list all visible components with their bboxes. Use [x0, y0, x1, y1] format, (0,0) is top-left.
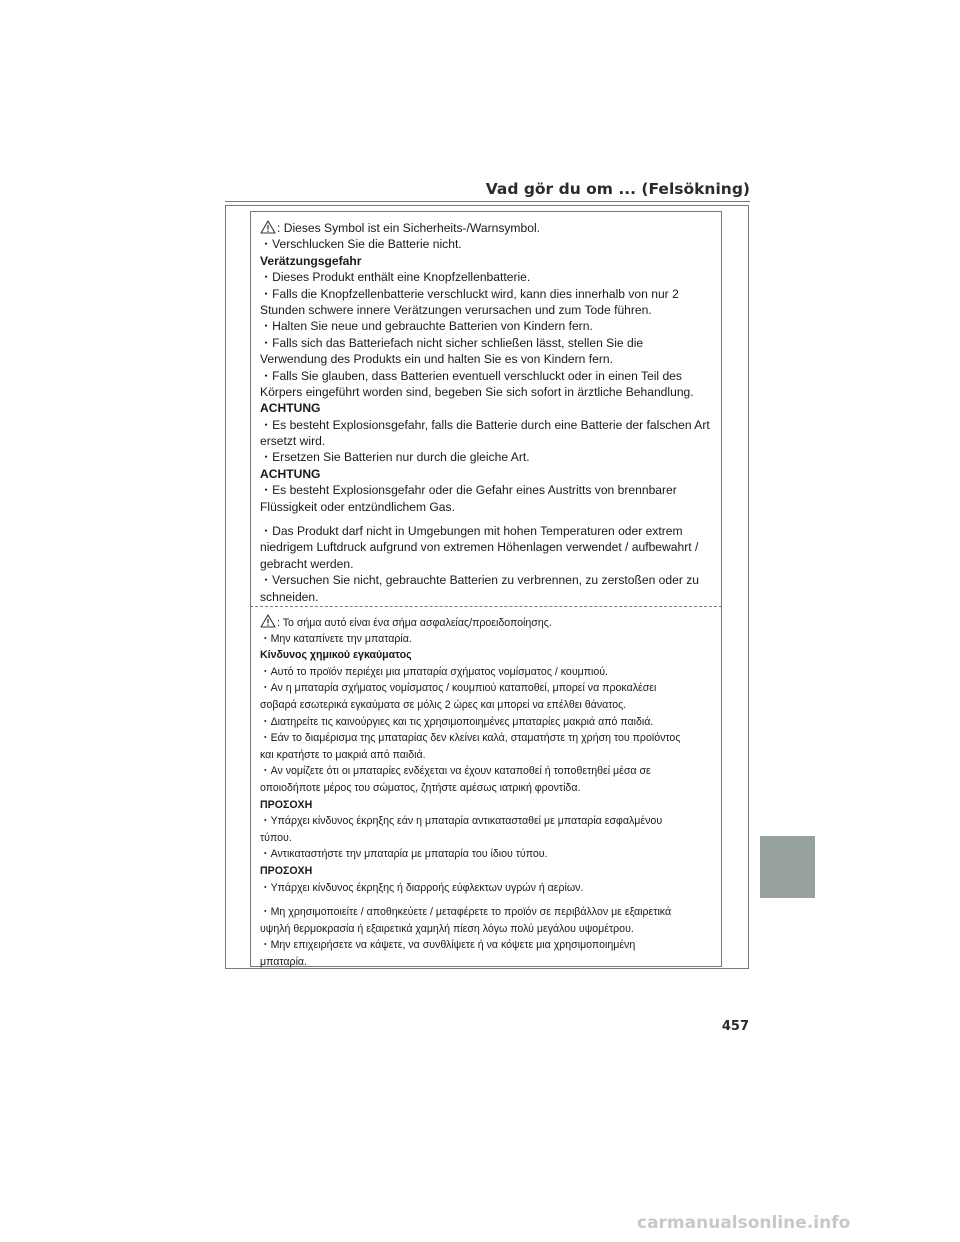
- warning-triangle-icon: [260, 220, 276, 234]
- german-line: ・Versuchen Sie nicht, gebrauchte Batterien zu verbrennen, zu zerstoßen oder zu: [260, 573, 699, 588]
- german-symbol-line: [260, 220, 715, 236]
- german-lines: [260, 220, 715, 605]
- greek-line: ・Υπάρχει κίνδυνος έκρηξης εάν η μπαταρία αντικατασταθεί με μπαταρία εσφαλμένου: [260, 815, 663, 828]
- german-line: ・Ersetzen Sie Batterien nur durch die gleiche Art.: [260, 450, 530, 465]
- german-line: ・Halten Sie neue und gebrauchte Batterien von Kindern fern.: [260, 319, 593, 334]
- greek-line: και κρατήστε το μακριά από παιδιά.: [260, 748, 426, 761]
- german-line: ・Das Produkt darf nicht in Umgebungen mit hohen Temperaturen oder extrem: [260, 524, 683, 539]
- greek-line: τύπου.: [260, 831, 292, 844]
- german-line: Körpers eingeführt worden sind, begeben Sie sich sofort in ärztliche Behandlung.: [260, 384, 694, 399]
- greek-line: ・Αυτό το προϊόν περιέχει μια μπαταρία σχήματος νομίσματος / κουμπιού.: [260, 665, 609, 678]
- greek-line: ・Διατηρείτε τις καινούργιες και τις χρησιμοποιημένες μπαταρίες μακριά από παιδιά.: [260, 715, 654, 728]
- watermark: carmanualsonline.info: [637, 1213, 851, 1233]
- greek-heading: ΠΡΟΣΟΧΗ: [260, 798, 313, 811]
- greek-line: ・Υπάρχει κίνδυνος έκρηξης ή διαρροής εύφλεκτων υγρών ή αερίων.: [260, 881, 584, 894]
- german-heading: Verätzungsgefahr: [260, 253, 362, 268]
- german-heading: ACHTUNG: [260, 466, 321, 481]
- greek-line: ・Αν η μπαταρία σχήματος νομίσματος / κουμπιού καταποθεί, μπορεί να προκαλέσει: [260, 682, 657, 695]
- greek-warning-box: [250, 606, 722, 967]
- german-line: Stunden schwere innere Verätzungen verursachen und zum Tode führen.: [260, 302, 652, 317]
- greek-line: υψηλή θερμοκρασία ή εξαιρετικά χαμηλή πίεση λόγω πολύ μεγάλου υψομέτρου.: [260, 922, 634, 935]
- greek-line: ・Αντικαταστήστε την μπαταρία με μπαταρία του ίδιου τύπου.: [260, 848, 548, 861]
- german-line: ・Falls Sie glauben, dass Batterien eventuell verschluckt oder in einen Teil des: [260, 368, 682, 383]
- page-number: 457: [721, 1019, 749, 1034]
- german-line: ersetzt wird.: [260, 434, 326, 449]
- greek-line: ・Μην καταπίνετε την μπαταρία.: [260, 632, 412, 645]
- german-line: niedrigem Luftdruck aufgrund von extremen Höhenlagen verwendet / aufbewahrt /: [260, 540, 699, 555]
- german-line: ・Dieses Produkt enthält eine Knopfzellenbatterie.: [260, 270, 531, 285]
- greek-symbol-text: : Το σήμα αυτό είναι ένα σήμα ασφαλείας/προειδοποίησης.: [277, 617, 552, 629]
- greek-line: μπαταρία.: [260, 955, 307, 968]
- greek-lines: [260, 614, 715, 970]
- greek-line: ・Μην επιχειρήσετε να κάψετε, να συνθλίψετε ή να κόψετε μια χρησιμοποιημένη: [260, 939, 636, 952]
- german-line: ・Es besteht Explosionsgefahr oder die Gefahr eines Austritts von brennbarer: [260, 483, 677, 498]
- german-line: schneiden.: [260, 589, 319, 604]
- german-heading: ACHTUNG: [260, 401, 321, 416]
- german-line: Flüssigkeit oder entzündlichem Gas.: [260, 499, 455, 514]
- german-warning-box: [250, 211, 722, 607]
- warning-triangle-icon: [260, 614, 276, 628]
- german-symbol-text: : Dieses Symbol ist ein Sicherheits-/Warnsymbol.: [277, 221, 541, 235]
- german-line: ・Verschlucken Sie die Batterie nicht.: [260, 237, 462, 252]
- greek-line: ・Εάν το διαμέρισμα της μπαταρίας δεν κλείνει καλά, σταματήστε τη χρήση του προϊόντος: [260, 732, 681, 745]
- german-line: Verwendung des Produkts ein und halten Sie es von Kindern fern.: [260, 352, 613, 367]
- greek-heading: ΠΡΟΣΟΧΗ: [260, 864, 313, 877]
- german-line: ・Falls die Knopfzellenbatterie verschluckt wird, kann dies innerhalb von nur 2: [260, 286, 679, 301]
- greek-line: ・Μη χρησιμοποιείτε / αποθηκεύετε / μεταφέρετε το προϊόν σε περιβάλλον με εξαιρετικά: [260, 906, 672, 919]
- header-rule: [225, 201, 750, 202]
- greek-heading: Κίνδυνος χημικού εγκαύματος: [260, 649, 412, 662]
- page-header-title: Vad gör du om ... (Felsökning): [485, 180, 750, 198]
- greek-symbol-line: [260, 614, 715, 631]
- german-line: ・Es besteht Explosionsgefahr, falls die Batterie durch eine Batterie der falschen Art: [260, 417, 710, 432]
- greek-line: σοβαρά εσωτερικά εγκαύματα σε μόλις 2 ώρες και μπορεί να επέλθει θάνατος.: [260, 698, 627, 711]
- section-tab-marker: [760, 836, 815, 898]
- greek-line: οποιοδήποτε μέρος του σώματος, ζητήστε αμέσως ιατρική φροντίδα.: [260, 781, 581, 794]
- german-line: gebracht werden.: [260, 556, 354, 571]
- greek-line: ・Αν νομίζετε ότι οι μπαταρίες ενδέχεται να έχουν καταποθεί ή τοποθετηθεί μέσα σε: [260, 765, 651, 778]
- german-line: ・Falls sich das Batteriefach nicht sicher schließen lässt, stellen Sie die: [260, 335, 644, 350]
